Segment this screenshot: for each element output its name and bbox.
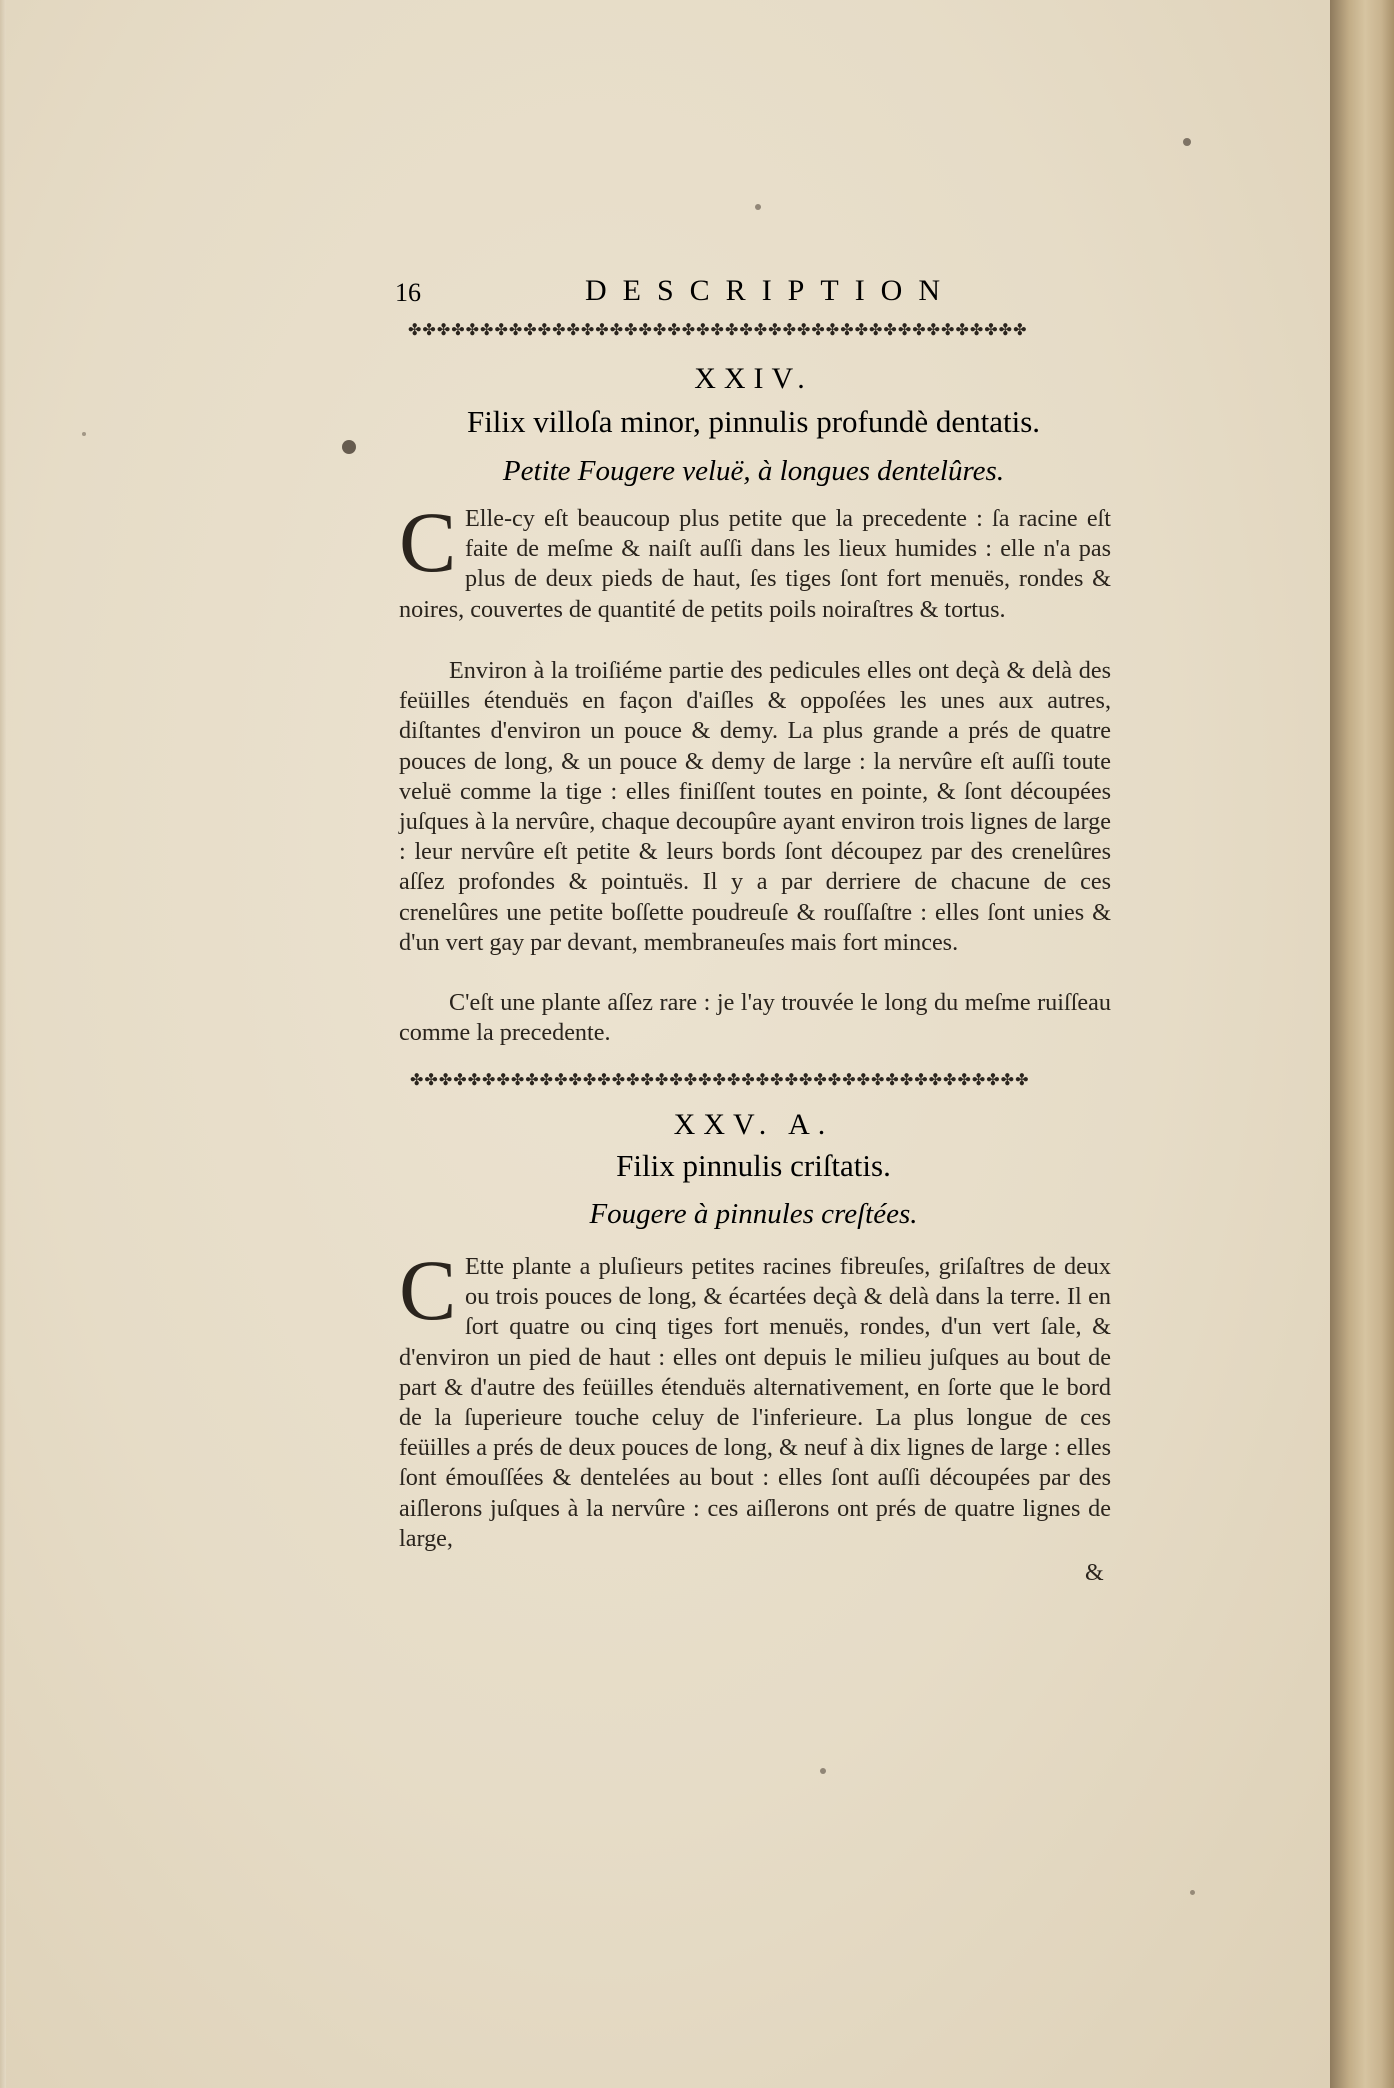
paragraph: Ette plante a pluſieurs petites racines fibreuſes, griſaſtres de deux ou trois pouces de long, & écartées deçà & delà dans la terre. Il en ſort quatre ou cinq tiges fort menuës, rondes, d'un vert ſale, & d'environ un pied de haut : elles ont depuis le milieu juſques au bout de part & d'autre des feüilles étenduës alternativement, en ſorte que le bord de la ſuperieure touche celuy de l'inferieure. La plus longue de ces feüilles a prés de deux pouces de long, & neuf à dix lignes de large : elles ſont émouſſées & dentelées au bout : elles ſont auſſi découpées par des aiſlerons juſques à la nervûre : ces aiſlerons ont prés de quatre lignes de large, (399, 1253, 1111, 1552)
ornament-rule-top: ✤✤✤✤✤✤✤✤✤✤✤✤✤✤✤✤✤✤✤✤✤✤✤✤✤✤✤✤✤✤✤✤✤✤✤✤✤✤✤✤✤✤✤ (408, 322, 1028, 338)
latin-title: Filix pinnulis criſtatis. (616, 1148, 891, 1183)
book-gutter (1330, 0, 1394, 2088)
paragraph: C'eſt une plante aſſez rare : je l'ay trouvée le long du meſme ruiſſeau comme la precedente. (399, 989, 1111, 1047)
foxing-spot (82, 432, 86, 436)
catchword: & (1085, 1560, 1104, 1586)
section-numeral: XXIV. (694, 362, 813, 395)
foxing-spot (820, 1768, 826, 1774)
paragraph: Elle-cy eſt beaucoup plus petite que la precedente : ſa racine eſt faite de meſme & naiſt auſſi dans les lieux humides : elle n'a pas plus de deux pieds de haut, ſes tiges ſont fort menuës, rondes & noires, couvertes de quantité de petits poils noiraſtres & tortus. (399, 505, 1111, 623)
paragraph: Environ à la troiſiéme partie des pedicules elles ont deçà & delà des feüilles étenduës en façon d'aiſles & oppoſées les unes aux autres, diſtantes d'environ un pouce & demy. La plus grande a prés de quatre pouces de long, & un pouce & demy de large : la nervûre eſt auſſi toute veluë comme la tige : elles finiſſent toutes en pointe, & ſont découpées juſques à la nervûre, chaque decoupûre ayant environ trois lignes de large : leur nervûre eſt petite & leurs bords ſont découpez par des crenelûres aſſez profondes & pointuës. Il y a par derriere de chacune de ces crenelûres une petite boſſette poudreuſe & rouſſaſtre : elles ſont unies & d'un vert gay par devant, membraneuſes mais fort minces. (399, 657, 1111, 956)
drop-cap: C (399, 494, 457, 590)
foxing-spot (342, 440, 356, 454)
foxing-spot (1190, 1890, 1195, 1895)
section-numeral: XXV. A. (673, 1108, 834, 1141)
section-body (399, 494, 1111, 625)
french-title: Petite Fougere veluë, à longues dentelûres. (502, 455, 1005, 487)
running-title: DESCRIPTION (585, 274, 957, 307)
foxing-spot (1183, 138, 1191, 146)
section-body (399, 1242, 1111, 1554)
foxing-spot (755, 204, 761, 210)
page-edge (0, 0, 6, 2088)
french-title: Fougere à pinnules creſtées. (589, 1198, 918, 1230)
ornament-rule-middle: ✤✤✤✤✤✤✤✤✤✤✤✤✤✤✤✤✤✤✤✤✤✤✤✤✤✤✤✤✤✤✤✤✤✤✤✤✤✤✤✤✤✤✤ (410, 1072, 1030, 1088)
page-number: 16 (395, 278, 421, 307)
latin-title: Filix villoſa minor, pinnulis profundè dentatis. (466, 404, 1041, 439)
drop-cap: C (399, 1242, 457, 1338)
